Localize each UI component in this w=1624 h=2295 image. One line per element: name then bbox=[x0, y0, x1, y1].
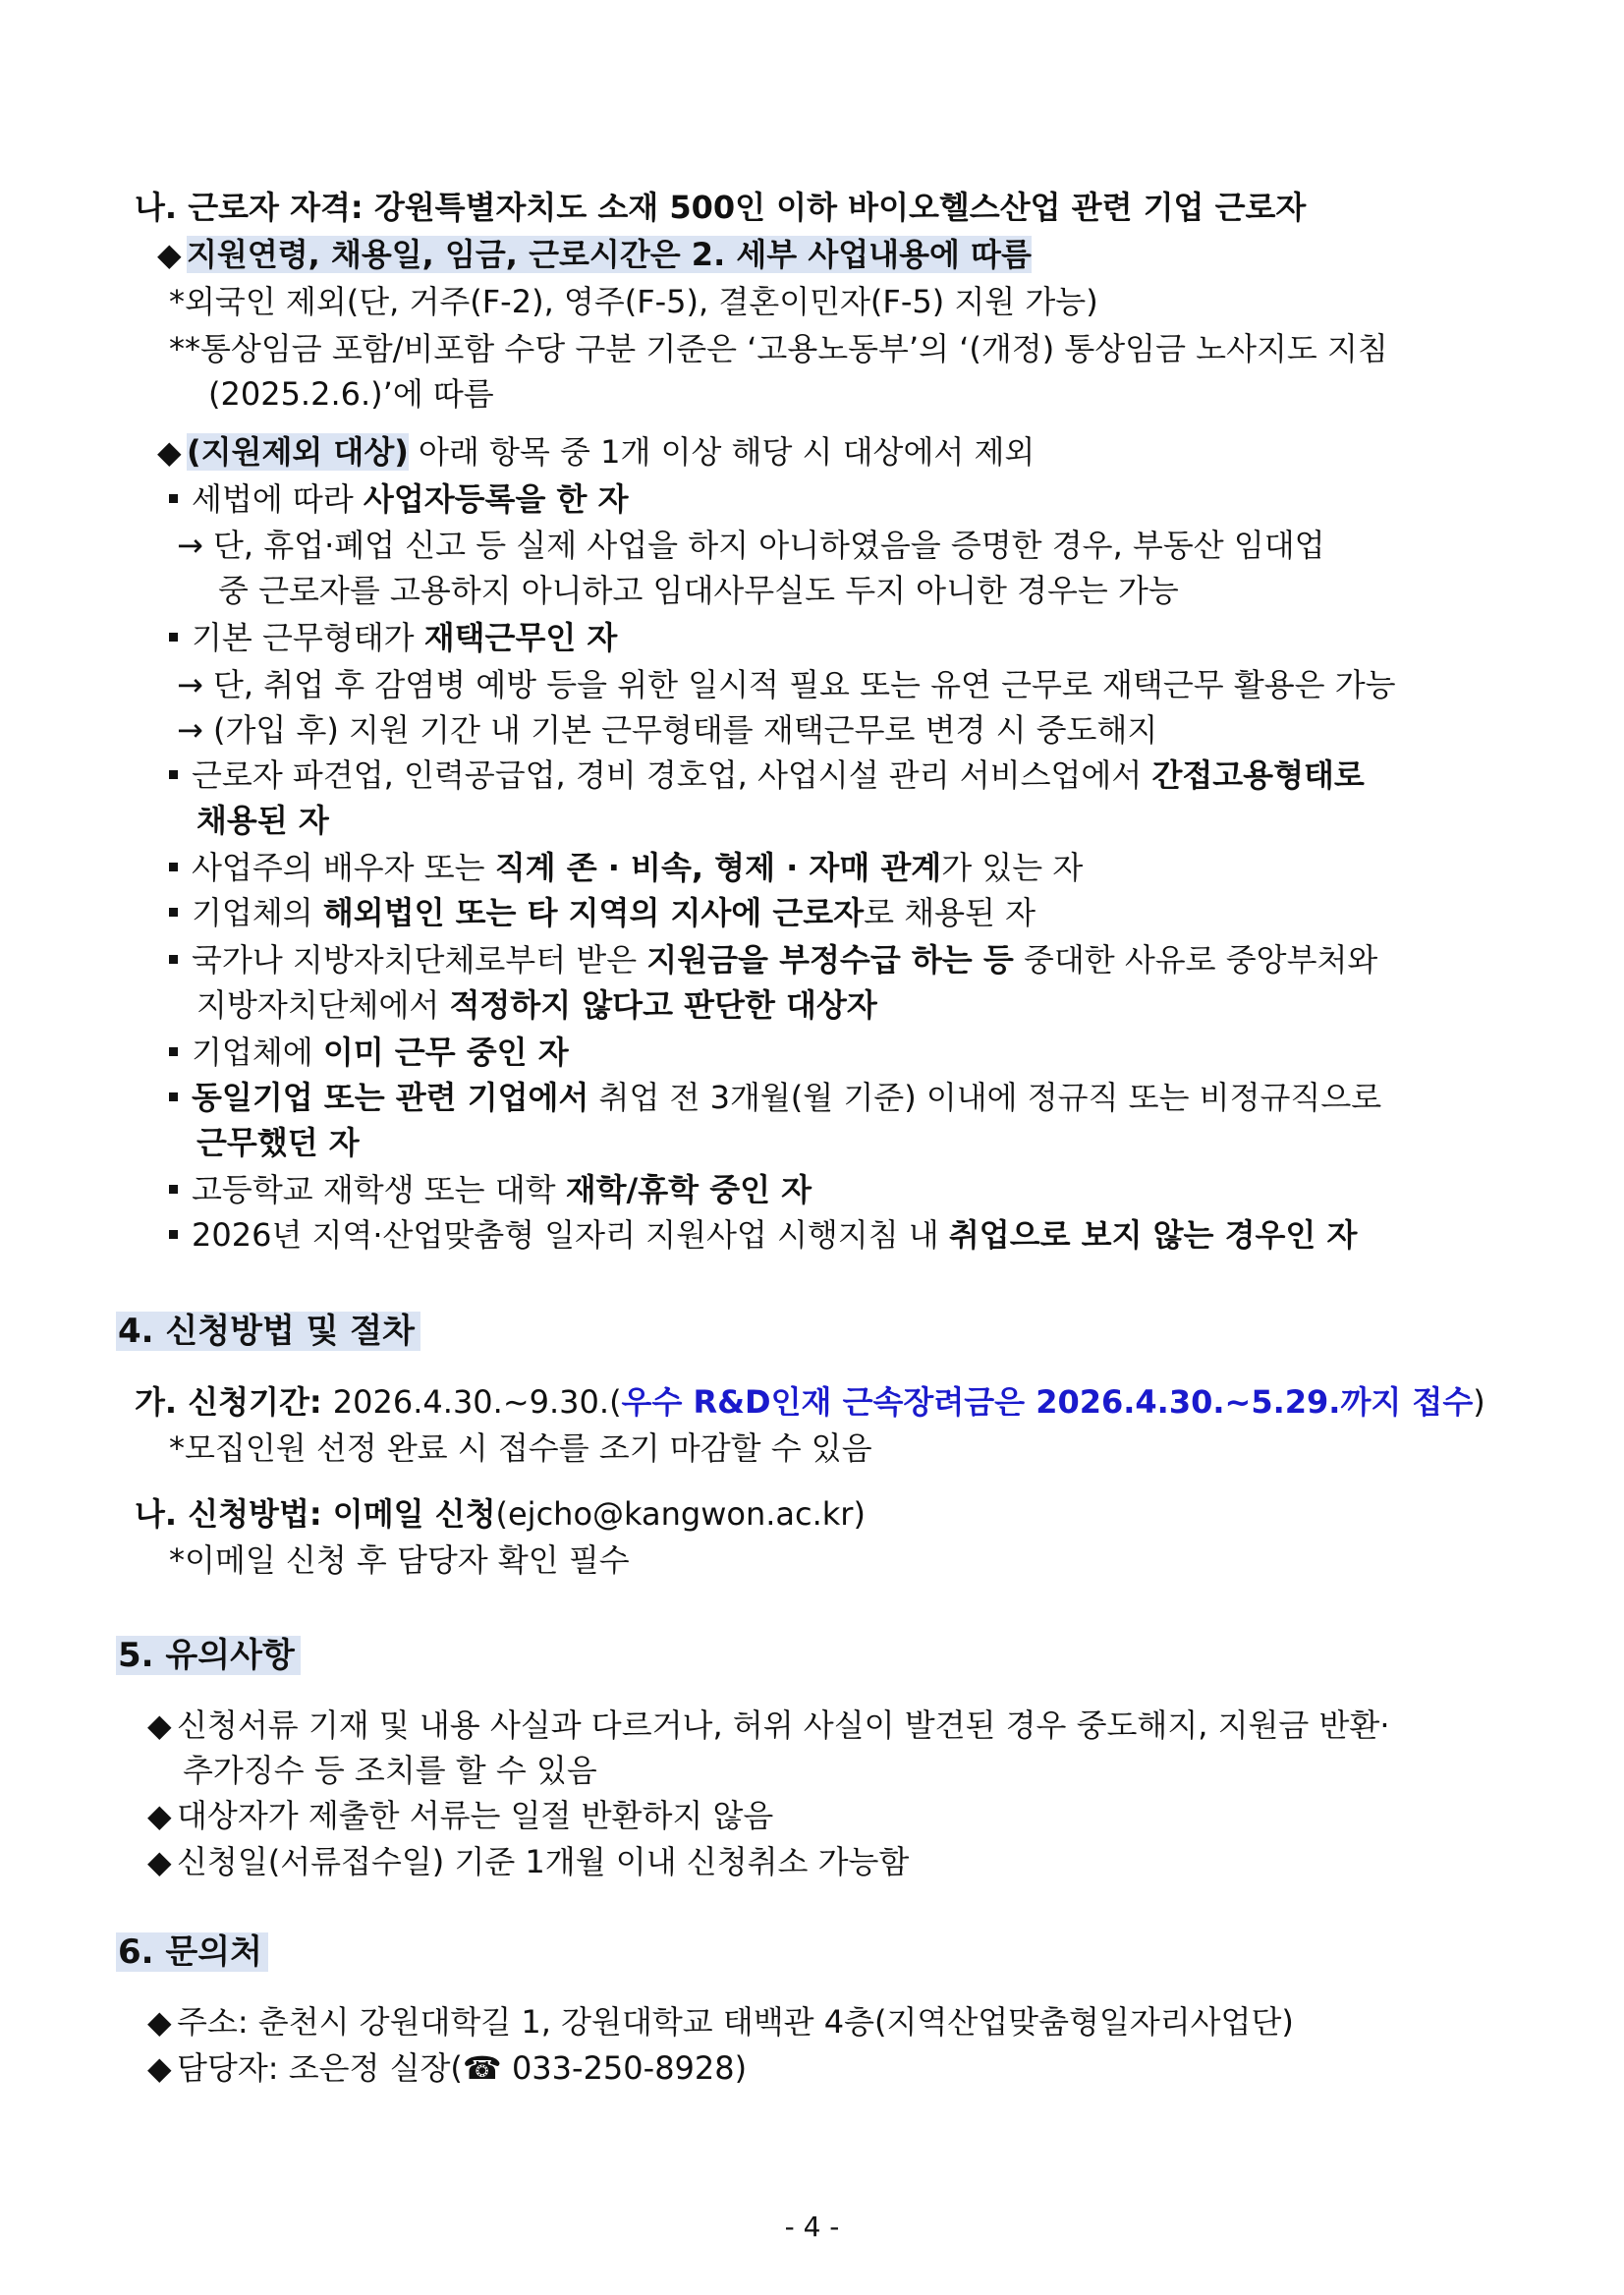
contact-text: 담당자: 조은정 실장( bbox=[177, 2049, 463, 2087]
exclusion-exception-line1: → 단, 휴업·폐업 신고 등 실제 사업을 하지 아니하였음을 증명한 경우, 부동산 임대업 bbox=[177, 527, 1325, 564]
period-label: 가. 신청기간: bbox=[135, 1383, 333, 1421]
square-bullet-icon bbox=[169, 1185, 178, 1194]
exclusion-intro: 아래 항목 중 1개 이상 해당 시 대상에서 제외 bbox=[408, 433, 1036, 471]
section-6-title bbox=[116, 1931, 268, 1973]
caution-item bbox=[147, 1795, 773, 1836]
item-text: 로 채용된 자 bbox=[864, 894, 1036, 931]
item-emphasis: 지원금을 부정수급 하는 등 bbox=[646, 941, 1014, 979]
item-text: 고등학교 재학생 또는 대학 bbox=[192, 1171, 566, 1208]
exclusion-item-indirect-employment bbox=[169, 755, 1365, 796]
square-bullet-icon bbox=[169, 863, 178, 871]
exclusion-item-student bbox=[169, 1169, 812, 1210]
section-4-title bbox=[116, 1311, 420, 1352]
square-bullet-icon bbox=[169, 633, 178, 642]
square-bullet-icon bbox=[169, 1092, 178, 1101]
item-text: 국가나 지방자치단체로부터 받은 bbox=[192, 941, 647, 979]
application-method bbox=[135, 1493, 866, 1535]
same-company-continued: 근무했던 자 bbox=[196, 1124, 360, 1161]
phone-number: 033-250-8928) bbox=[501, 2049, 748, 2087]
exclusion-item-same-company bbox=[169, 1077, 1381, 1118]
caution-text: 신청일(서류접수일) 기준 1개월 이내 신청취소 가능함 bbox=[177, 1843, 910, 1880]
item-text: 사업주의 배우자 또는 bbox=[192, 849, 495, 886]
section-title-text: 5. 유의사항 bbox=[116, 1636, 301, 1675]
application-period bbox=[135, 1381, 1485, 1423]
diamond-icon: ◆ bbox=[147, 1843, 172, 1880]
method-note: *이메일 신청 후 담당자 확인 필수 bbox=[169, 1541, 630, 1579]
square-bullet-icon bbox=[169, 908, 178, 917]
fraud-continued bbox=[196, 984, 877, 1026]
page-number: - 4 - bbox=[784, 2211, 840, 2243]
caution-item bbox=[147, 1841, 909, 1882]
item-emphasis: 동일기업 또는 관련 기업에서 bbox=[192, 1079, 589, 1116]
diamond-icon: ◆ bbox=[157, 236, 182, 273]
item-text: 지방자치단체에서 bbox=[196, 986, 450, 1024]
foreigner-note: *외국인 제외(단, 거주(F-2), 영주(F-5), 결혼이민자(F-5) 지원 가능) bbox=[169, 283, 1098, 320]
square-bullet-icon bbox=[169, 494, 178, 503]
phone-icon: ☎ bbox=[462, 2049, 502, 2087]
exclusion-heading: (지원제외 대상) bbox=[187, 433, 409, 471]
item-emphasis: 재택근무인 자 bbox=[423, 619, 618, 656]
remote-termination-line: → (가입 후) 지원 기간 내 기본 근무형태를 재택근무로 변경 시 중도해지 bbox=[177, 711, 1158, 749]
diamond-icon: ◆ bbox=[147, 1707, 172, 1744]
caution-text: 대상자가 제출한 서류는 일절 반환하지 않음 bbox=[177, 1797, 774, 1834]
support-info-text: 지원연령, 채용일, 임금, 근로시간은 2. 세부 사업내용에 따름 bbox=[187, 236, 1032, 273]
item-text: 가 있는 자 bbox=[941, 849, 1084, 886]
contact-person bbox=[147, 2047, 747, 2089]
item-text: 기업체의 bbox=[192, 894, 323, 931]
item-text: 기본 근무형태가 bbox=[192, 619, 424, 656]
exclusion-item-already-employed bbox=[169, 1032, 569, 1073]
exclusion-item-business-registration bbox=[169, 478, 628, 520]
exclusion-intro-line bbox=[157, 431, 1035, 473]
period-rd-note: 우수 R&D인재 근속장려금은 2026.4.30.~5.29.까지 접수 bbox=[621, 1383, 1474, 1421]
caution-item bbox=[147, 1705, 1390, 1746]
caution-text: 신청서류 기재 및 내용 사실과 다르거나, 허위 사실이 발견된 경우 중도해지, 지원금 반환· bbox=[177, 1707, 1390, 1744]
square-bullet-icon bbox=[169, 1230, 178, 1239]
worker-eligibility-heading: 나. 근로자 자격: 강원특별자치도 소재 500인 이하 바이오헬스산업 관련 기업 근로자 bbox=[135, 189, 1307, 226]
section-title-text: 6. 문의처 bbox=[116, 1932, 268, 1972]
exclusion-item-not-employment bbox=[169, 1214, 1357, 1256]
exclusion-item-overseas bbox=[169, 892, 1036, 933]
exclusion-item-fraud bbox=[169, 939, 1377, 980]
item-emphasis: 해외법인 또는 타 지역의 지사에 근로자 bbox=[322, 894, 865, 931]
wage-note-line2: (2025.2.6.)’에 따름 bbox=[208, 375, 494, 413]
diamond-icon: ◆ bbox=[147, 2049, 172, 2087]
item-text: 2026년 지역·산업맞춤형 일자리 지원사업 시행지침 내 bbox=[192, 1216, 949, 1254]
item-emphasis: 취업으로 보지 않는 경우인 자 bbox=[948, 1216, 1358, 1254]
section-title-text: 4. 신청방법 및 절차 bbox=[116, 1312, 420, 1351]
remote-exception-line: → 단, 취업 후 감염병 예방 등을 위한 일시적 필요 또는 유연 근무로 재택근무 활용은 가능 bbox=[177, 666, 1396, 703]
method-label: 나. 신청방법: 이메일 신청 bbox=[135, 1495, 496, 1533]
address-text: 주소: 춘천시 강원대학길 1, 강원대학교 태백관 4층(지역산업맞춤형일자리사업단) bbox=[177, 2003, 1294, 2041]
item-emphasis: 적정하지 않다고 판단한 대상자 bbox=[449, 986, 877, 1024]
item-text: 근로자 파견업, 인력공급업, 경비 경호업, 사업시설 관리 서비스업에서 bbox=[192, 756, 1152, 794]
item-text: 세법에 따라 bbox=[192, 480, 364, 518]
square-bullet-icon bbox=[169, 955, 178, 964]
item-emphasis: 간접고용형태로 bbox=[1151, 756, 1365, 794]
indirect-employment-continued: 채용된 자 bbox=[196, 802, 329, 839]
diamond-icon: ◆ bbox=[147, 2003, 172, 2041]
item-text: 취업 전 3개월(월 기준) 이내에 정규직 또는 비정규직으로 bbox=[588, 1079, 1382, 1116]
period-note: *모집인원 선정 완료 시 접수를 조기 마감할 수 있음 bbox=[169, 1429, 872, 1467]
item-emphasis: 재학/휴학 중인 자 bbox=[565, 1171, 812, 1208]
item-emphasis: 이미 근무 중인 자 bbox=[322, 1034, 569, 1071]
diamond-icon: ◆ bbox=[147, 1797, 172, 1834]
contact-address bbox=[147, 2001, 1294, 2043]
diamond-icon: ◆ bbox=[157, 433, 182, 471]
section-5-title bbox=[116, 1635, 301, 1676]
exclusion-item-family bbox=[169, 847, 1083, 888]
support-info-line bbox=[157, 234, 1032, 275]
square-bullet-icon bbox=[169, 770, 178, 779]
item-emphasis: 직계 존 · 비속, 형제 · 자매 관계 bbox=[494, 849, 942, 886]
email-address: (ejcho@kangwon.ac.kr) bbox=[495, 1495, 866, 1533]
caution-item-continued: 추가징수 등 조치를 할 수 있음 bbox=[183, 1752, 597, 1789]
item-emphasis: 사업자등록을 한 자 bbox=[363, 480, 629, 518]
item-text: 중대한 사유로 중앙부처와 bbox=[1013, 941, 1378, 979]
exclusion-item-remote-work bbox=[169, 617, 617, 658]
square-bullet-icon bbox=[169, 1047, 178, 1056]
period-value: 2026.4.30.~9.30.( bbox=[332, 1383, 622, 1421]
item-text: 기업체에 bbox=[192, 1034, 323, 1071]
period-close: ) bbox=[1473, 1383, 1485, 1421]
wage-note-line1: **통상임금 포함/비포함 수당 구분 기준은 ‘고용노동부’의 ‘(개정) 통상임금 노사지도 지침 bbox=[169, 330, 1388, 367]
exclusion-exception-line2: 중 근로자를 고용하지 아니하고 임대사무실도 두지 아니한 경우는 가능 bbox=[218, 572, 1179, 609]
